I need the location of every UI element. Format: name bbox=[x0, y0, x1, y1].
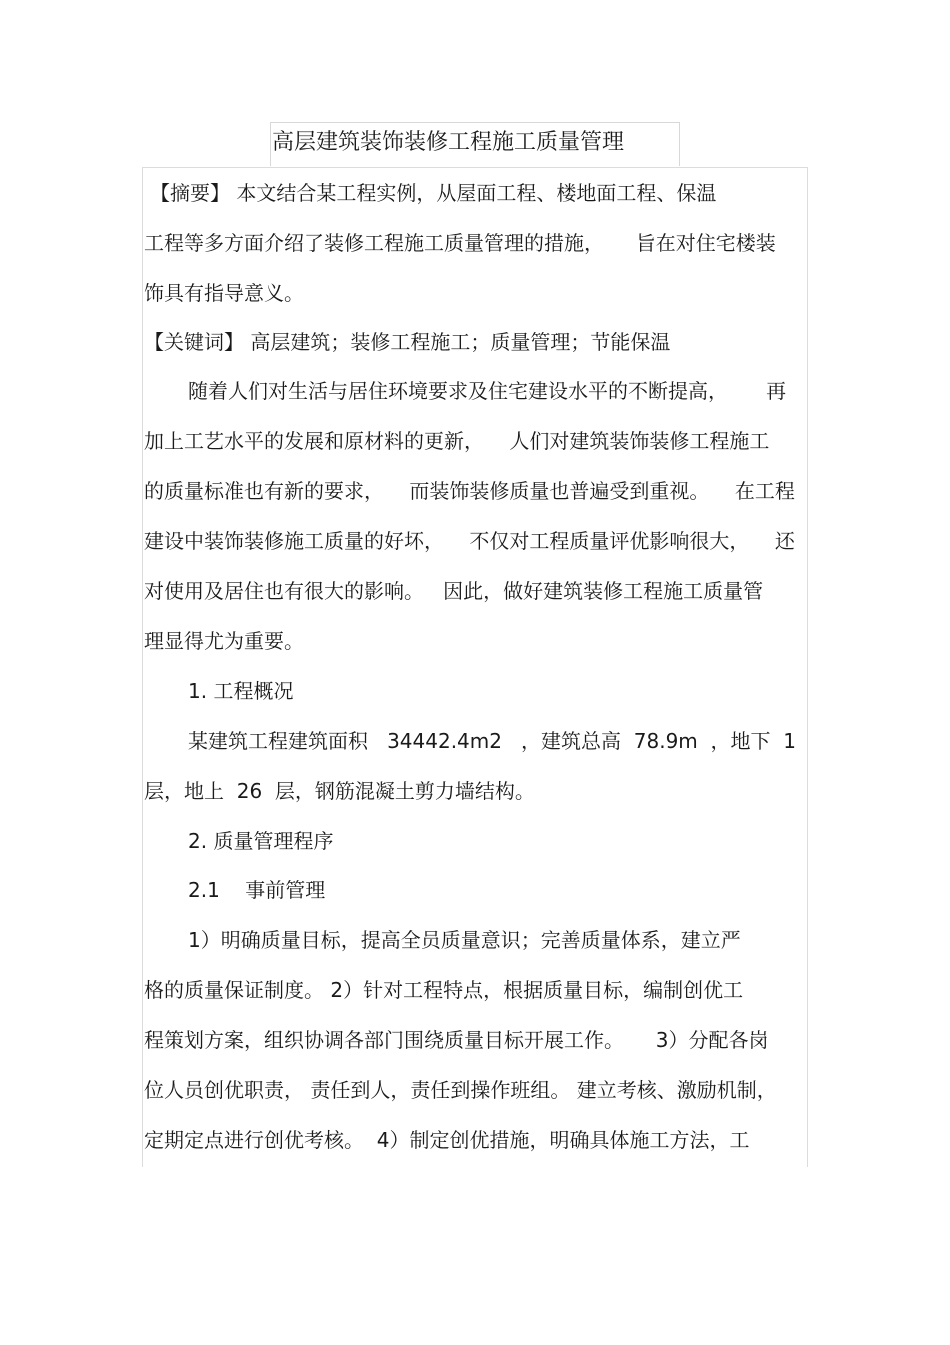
paragraph-line-5: 对使用及居住也有很大的影响。 因此，做好建筑装修工程施工质量管 bbox=[144, 579, 764, 603]
section-heading-2: 2. 质量管理程序 bbox=[188, 829, 334, 853]
paragraph-line-2: 加上工艺水平的发展和原材料的更新， 人们对建筑装饰装修工程施工 bbox=[144, 429, 770, 453]
paragraph-line-1: 随着人们对生活与居住环境要求及住宅建设水平的不断提高， 再 bbox=[188, 379, 787, 403]
measures-line-3: 程策划方案，组织协调各部门围绕质量目标开展工作。 3）分配各岗 bbox=[144, 1028, 769, 1052]
measures-line-5: 定期定点进行创优考核。 4）制定创优措施，明确具体施工方法，工 bbox=[144, 1128, 750, 1152]
abstract-line-1: 【摘要】 本文结合某工程实例，从屋面工程、楼地面工程、保温 bbox=[150, 181, 717, 205]
paragraph-line-4: 建设中装饰装修施工质量的好坏， 不仅对工程质量评优影响很大， 还 bbox=[144, 529, 795, 553]
document-title: 高层建筑装饰装修工程施工质量管理 bbox=[272, 130, 625, 155]
paragraph-line-3: 的质量标准也有新的要求， 而装饰装修质量也普遍受到重视。 在工程 bbox=[144, 479, 795, 503]
subsection-heading-2-1: 2.1 事前管理 bbox=[188, 878, 326, 902]
content-frame bbox=[142, 167, 808, 1167]
abstract-line-3: 饰具有指导意义。 bbox=[144, 281, 304, 305]
keywords-line: 【关键词】 高层建筑；装修工程施工；质量管理；节能保温 bbox=[144, 330, 671, 354]
abstract-line-2: 工程等多方面介绍了装修工程施工质量管理的措施， 旨在对住宅楼装 bbox=[144, 231, 776, 255]
overview-line-1: 某建筑工程建筑面积 34442.4m2 ，建筑总高 78.9m ，地下 1 bbox=[188, 729, 796, 753]
paragraph-line-6: 理显得尤为重要。 bbox=[144, 629, 304, 653]
section-heading-1: 1. 工程概况 bbox=[188, 679, 294, 703]
overview-line-2: 层，地上 26 层，钢筋混凝土剪力墙结构。 bbox=[144, 779, 535, 803]
measures-line-2: 格的质量保证制度。 2）针对工程特点，根据质量目标，编制创优工 bbox=[144, 978, 744, 1002]
measures-line-4: 位人员创优职责， 责任到人，责任到操作班组。 建立考核、激励机制， bbox=[144, 1078, 777, 1102]
measures-line-1: 1）明确质量目标，提高全员质量意识；完善质量体系，建立严 bbox=[188, 928, 741, 952]
